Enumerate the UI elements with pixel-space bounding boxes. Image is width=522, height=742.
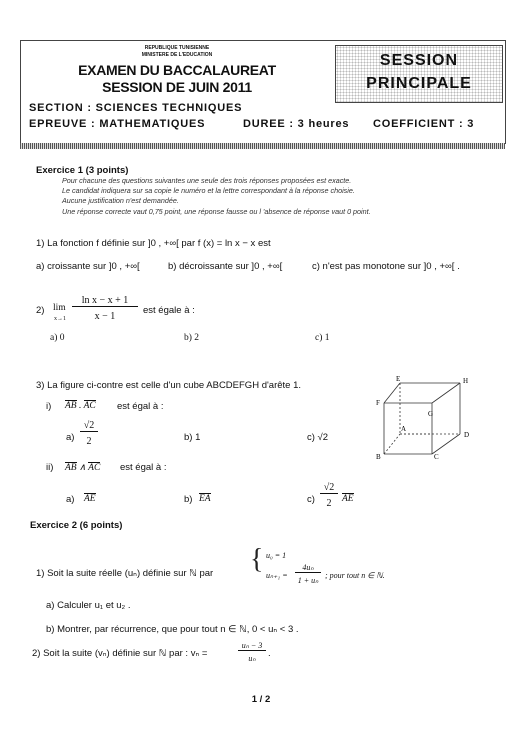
ex2-q2-end: . xyxy=(268,648,271,659)
vector-ae-2: AE xyxy=(342,494,354,504)
cube-label-g: G xyxy=(428,410,434,418)
cube-label-d: D xyxy=(464,431,470,439)
dot-operator: . xyxy=(78,401,82,411)
q1-answer-a: a) croissante sur ]0 , +∞[ xyxy=(36,261,140,272)
exam-title: EXAMEN DU BACCALAUREAT xyxy=(78,62,276,78)
system-brace: { xyxy=(250,544,264,575)
cube-label-c: C xyxy=(434,453,439,461)
q3ii-label: ii) xyxy=(46,462,54,473)
limit-denominator: x − 1 xyxy=(94,311,116,322)
section-text: SECTION : SCIENCES TECHNIQUES xyxy=(29,102,243,114)
q3i-answer-a-den: 2 xyxy=(86,436,92,447)
system-line1: u₀ = 1 xyxy=(266,551,287,560)
q3i-answer-a-num: √2 xyxy=(80,420,98,432)
ex2-q2-num: uₙ − 3 xyxy=(238,641,266,651)
session-box-line1: SESSION xyxy=(379,52,459,69)
cube-label-b: B xyxy=(376,453,381,461)
session-box-line2: PRINCIPALE xyxy=(366,75,472,92)
system-fraction-num: 4uₙ xyxy=(295,563,321,573)
q3i-answer-b: b) 1 xyxy=(184,432,201,443)
page-number: 1 / 2 xyxy=(251,694,271,705)
vector-ab: AB xyxy=(65,401,77,411)
cross-operator: ∧ xyxy=(78,463,86,473)
question1-text: 1) La fonction f définie sur ]0 , +∞[ par f (x) = ln x − x est xyxy=(36,238,271,249)
q2-answer-c: c) 1 xyxy=(315,333,330,343)
instructions-line3: Aucune justification n'est demandée. xyxy=(62,196,179,205)
limit-numerator: ln x − x + 1 xyxy=(72,295,138,307)
cube-figure xyxy=(372,374,504,470)
q3ii-answer-c-num: √2 xyxy=(320,482,338,494)
cube-label-e: E xyxy=(396,375,401,383)
cube-label-f: F xyxy=(376,399,380,407)
session-title: SESSION DE JUIN 2011 xyxy=(102,79,252,95)
exam-header xyxy=(20,40,506,144)
q3i-label: i) xyxy=(46,401,52,412)
vector-ae: AE xyxy=(84,494,96,504)
vector-ac-2: AC xyxy=(88,463,101,473)
vector-ac: AC xyxy=(83,401,96,411)
cube-label-h: H xyxy=(463,377,469,385)
question2-text: est égale à : xyxy=(143,305,195,316)
ex2-q1a: a) Calculer u₁ et u₂ . xyxy=(46,600,131,611)
q3ii-answer-c-den: 2 xyxy=(326,498,332,509)
exercise1-title: Exercice 1 (3 points) xyxy=(36,165,129,176)
question3-text: 3) La figure ci-contre est celle d'un cube ABCDEFGH d'arête 1. xyxy=(36,380,302,391)
ex2-q2-left: 2) Soit la suite (vₙ) définie sur ℕ par : vₙ = xyxy=(32,648,208,659)
header-divider xyxy=(20,143,505,149)
q1-answer-c: c) n'est pas monotone sur ]0 , +∞[ . xyxy=(312,261,460,272)
q3ii-text: est égal à : xyxy=(120,462,167,473)
ministry-text: MINISTERE DE L'EDUCATION xyxy=(141,52,213,58)
q3ii-answer-b-label: b) xyxy=(184,494,193,505)
republic-text: REPUBLIQUE TUNISIENNE xyxy=(144,45,210,51)
vector-ab-2: AB xyxy=(65,463,77,473)
vector-ea: EA xyxy=(199,494,211,504)
instructions-line1: Pour chacune des questions suivantes une seule des trois réponses proposées est exacte. xyxy=(62,176,352,185)
q2-answer-a: a) 0 xyxy=(50,333,65,343)
system-line2-right: ; pour tout n ∈ ℕ. xyxy=(325,571,385,580)
question2-number: 2) xyxy=(36,305,45,316)
q2-answer-b: b) 2 xyxy=(184,333,200,343)
system-line2-left: uₙ₊₁ = xyxy=(266,571,288,580)
ex2-q1-text: 1) Soit la suite réelle (uₙ) définie sur ℕ par xyxy=(36,568,214,579)
instructions-line4: Une réponse correcte vaut 0,75 point, une réponse fausse ou l 'absence de réponse vaut 0 point. xyxy=(62,207,371,216)
q3i-text: est égal à : xyxy=(117,401,164,412)
cube-label-a: A xyxy=(401,425,407,433)
coefficient-text: COEFFICIENT : 3 xyxy=(373,118,475,130)
exercise2-title: Exercice 2 (6 points) xyxy=(30,520,123,531)
ex2-q2-den: uₙ xyxy=(248,654,256,663)
q3i-answer-a-label: a) xyxy=(66,432,75,443)
epreuve-text: EPREUVE : MATHEMATIQUES xyxy=(29,118,206,130)
limit-symbol: lim xyxy=(53,303,66,313)
limit-subscript: x→1 xyxy=(54,316,66,322)
system-fraction-den: 1 + uₙ xyxy=(297,576,319,585)
duree-text: DUREE : 3 heures xyxy=(243,118,350,130)
ex2-q1b: b) Montrer, par récurrence, que pour tout n ∈ ℕ, 0 < uₙ < 3 . xyxy=(46,624,299,635)
q1-answer-b: b) décroissante sur ]0 , +∞[ xyxy=(168,261,283,272)
q3i-answer-c: c) √2 xyxy=(307,432,329,443)
instructions-line2: Le candidat indiquera sur sa copie le numéro et la lettre correspondant à la réponse choisie. xyxy=(62,186,355,195)
session-box xyxy=(335,45,503,103)
q3ii-answer-a-label: a) xyxy=(66,494,75,505)
q3ii-answer-c-label: c) xyxy=(307,494,315,505)
